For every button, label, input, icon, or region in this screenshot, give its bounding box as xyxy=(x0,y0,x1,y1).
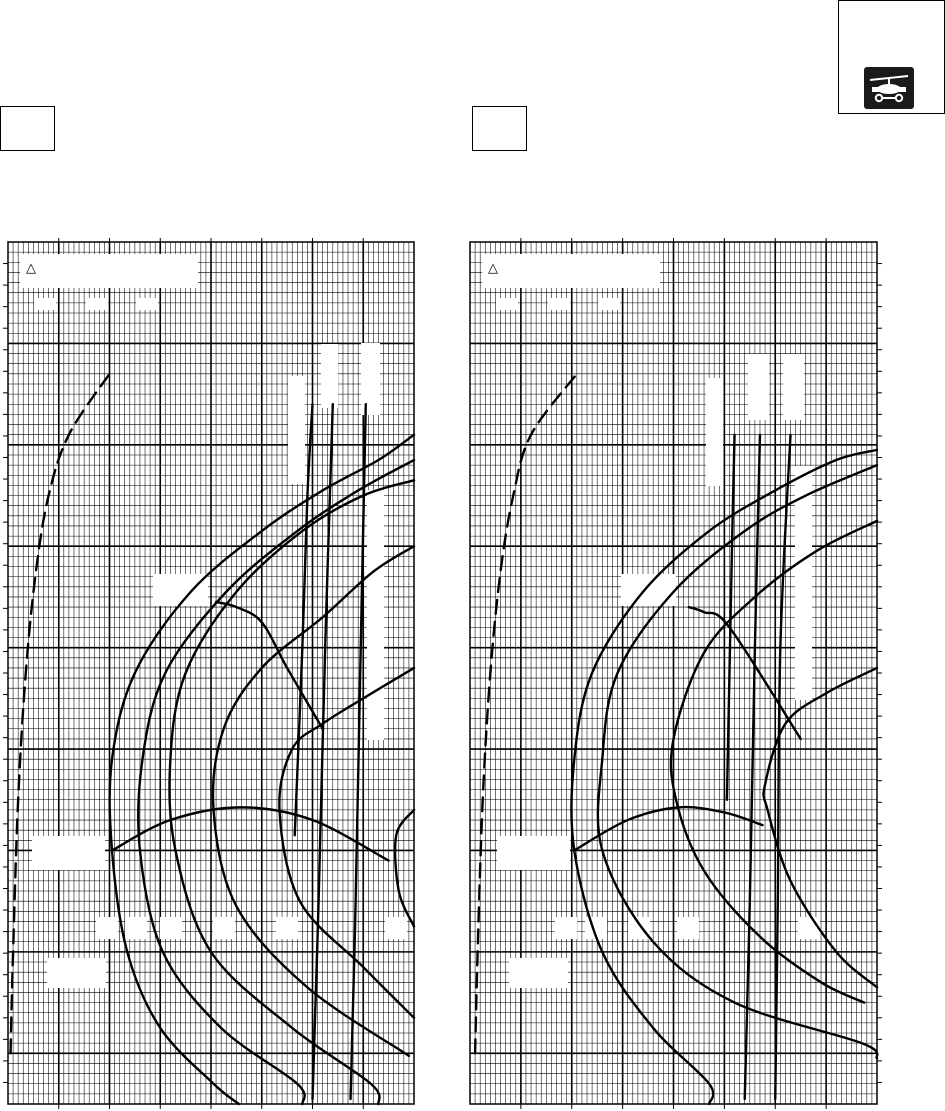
legend-blank xyxy=(136,298,158,310)
label-blank xyxy=(798,917,820,939)
label-blank xyxy=(783,354,804,420)
legend-triangle-marker: △ xyxy=(488,261,498,276)
label-blank xyxy=(497,836,570,870)
label-blank xyxy=(288,376,305,484)
label-blank xyxy=(367,490,384,740)
label-blank xyxy=(153,574,208,606)
legend-blank xyxy=(598,298,620,310)
label-blank xyxy=(276,917,298,939)
label-blank xyxy=(509,958,568,988)
label-blank xyxy=(213,917,235,939)
legend-triangle-marker: △ xyxy=(26,261,36,276)
label-blank xyxy=(361,343,380,415)
label-blank xyxy=(555,917,577,939)
chart-panel-1 xyxy=(3,238,414,1109)
label-blank xyxy=(32,836,105,870)
label-blank xyxy=(706,378,723,486)
label-blank xyxy=(677,917,699,939)
legend-box xyxy=(20,254,198,288)
label-blank xyxy=(321,344,338,408)
legend-blank xyxy=(548,298,570,310)
legend-blank xyxy=(34,298,56,310)
legend-blank xyxy=(86,298,108,310)
label-blank xyxy=(621,574,676,606)
label-blank xyxy=(748,354,769,420)
label-blank xyxy=(96,917,118,939)
label-blank xyxy=(47,958,106,988)
label-blank xyxy=(160,917,182,939)
chart-panel-2 xyxy=(470,238,882,1109)
label-blank xyxy=(385,917,407,939)
legend-blank xyxy=(496,298,518,310)
label-blank xyxy=(795,466,812,700)
label-blank xyxy=(125,917,147,939)
legend-box xyxy=(482,254,660,288)
